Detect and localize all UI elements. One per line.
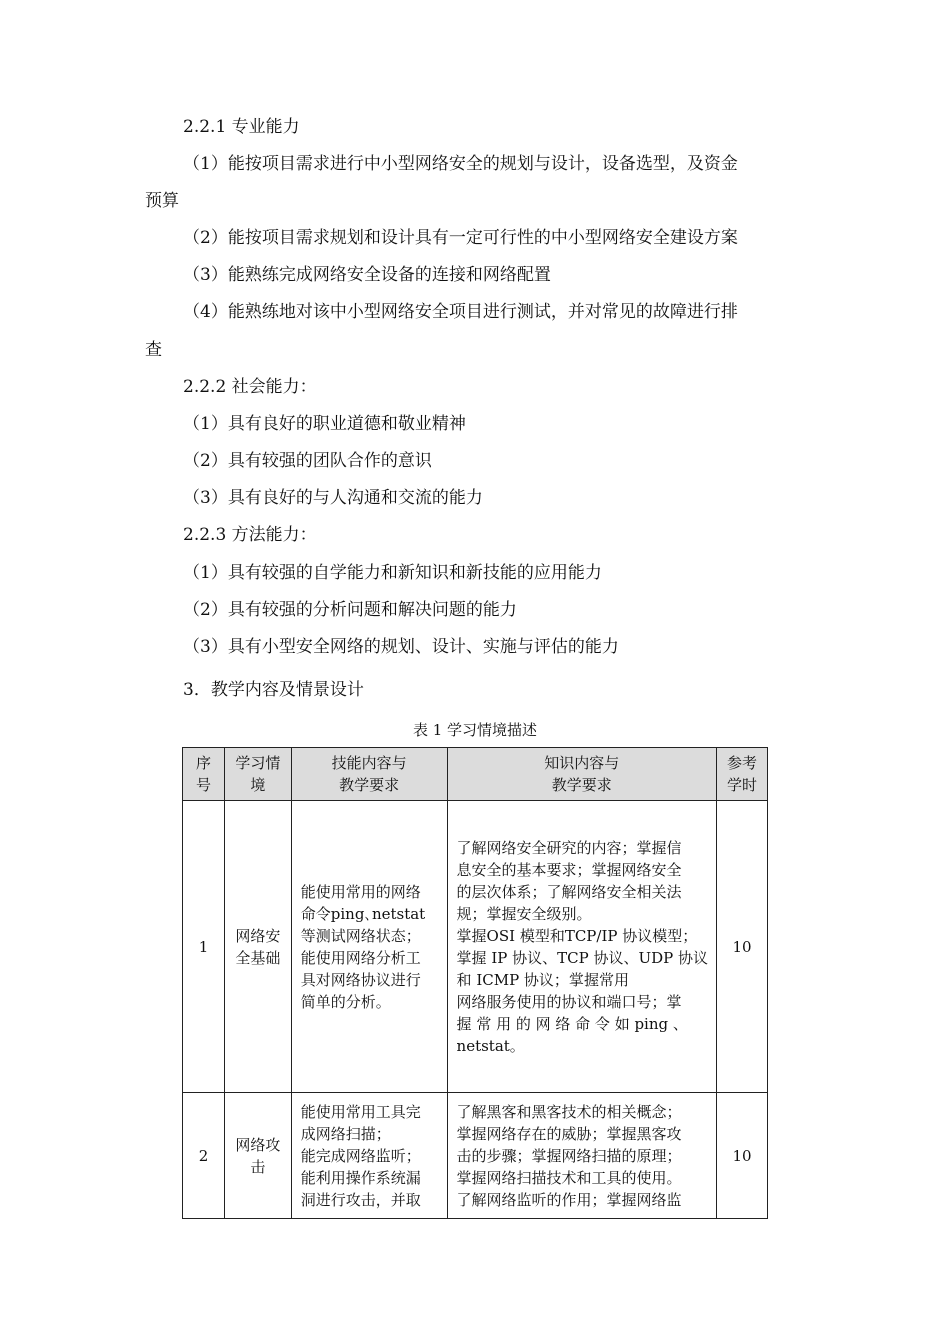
header-knowledge: 知识内容与 教学要求 bbox=[447, 748, 717, 801]
cell-skill: 能使用常用的网络 命令ping､netstat 等测试网络状态； 能使用网络分析工 具对网络协议进行 简单的分析。 bbox=[291, 801, 447, 1093]
header-scene: 学习情 境 bbox=[224, 748, 291, 801]
list-item-continuation: 查 bbox=[145, 340, 162, 360]
cell-seq: 1 bbox=[183, 801, 225, 1093]
cell-skill: 能使用常用工具完 成网络扫描； 能完成网络监听； 能利用操作系统漏 洞进行攻击，并取 bbox=[291, 1093, 447, 1219]
list-item: （1）具有良好的职业道德和敬业精神 bbox=[183, 414, 466, 434]
list-item: （1）具有较强的自学能力和新知识和新技能的应用能力 bbox=[183, 563, 602, 583]
table-row bbox=[183, 1093, 768, 1219]
table-caption: 表 1 学习情境描述 bbox=[412, 721, 538, 739]
table-header-row bbox=[183, 748, 768, 801]
list-item: （2）能按项目需求规划和设计具有一定可行性的中小型网络安全建设方案 bbox=[183, 228, 738, 248]
heading-3: 3．教学内容及情景设计 bbox=[183, 680, 364, 700]
heading-2-2-1: 2.2.1 专业能力 bbox=[183, 117, 300, 137]
list-item: （2）具有较强的分析问题和解决问题的能力 bbox=[183, 600, 517, 620]
cell-seq: 2 bbox=[183, 1093, 225, 1219]
cell-knowledge: 了解黑客和黑客技术的相关概念； 掌握网络存在的威胁；掌握黑客攻 击的步骤；掌握网络扫描的原理； 掌握网络扫描技术和工具的使用。 了解网络监听的作用；掌握网络监 bbox=[447, 1093, 717, 1219]
list-item: （2）具有较强的团队合作的意识 bbox=[183, 451, 432, 471]
header-seq: 序 号 bbox=[183, 748, 225, 801]
list-item: （4）能熟练地对该中小型网络安全项目进行测试，并对常见的故障进行排 bbox=[183, 302, 738, 322]
header-hours: 参考 学时 bbox=[717, 748, 768, 801]
list-item: （1）能按项目需求进行中小型网络安全的规划与设计，设备选型，及资金 bbox=[183, 154, 738, 174]
list-item: （3）具有良好的与人沟通和交流的能力 bbox=[183, 488, 483, 508]
heading-2-2-3: 2.2.3 方法能力： bbox=[183, 525, 317, 545]
cell-scene: 网络安 全基础 bbox=[224, 801, 291, 1093]
cell-knowledge: 了解网络安全研究的内容；掌握信 息安全的基本要求；掌握网络安全 的层次体系；了解网络安全相关法 规；掌握安全级别。 掌握OSI 模型和TCP/IP 协议模型； 掌握 IP 协议、TCP 协议、UDP 协议 和 ICMP 协议；掌握常用 网络服务使用的协议和端口号；掌 握 常 用 的 网 络 命 令 如 ping 、 netstat。 bbox=[447, 801, 717, 1093]
cell-hours: 10 bbox=[717, 1093, 768, 1219]
list-item-continuation: 预算 bbox=[145, 191, 179, 211]
list-item: （3）能熟练完成网络安全设备的连接和网络配置 bbox=[183, 265, 551, 285]
list-item: （3）具有小型安全网络的规划、设计、实施与评估的能力 bbox=[183, 637, 619, 657]
cell-hours: 10 bbox=[717, 801, 768, 1093]
table-row bbox=[183, 801, 768, 1093]
heading-2-2-2: 2.2.2 社会能力： bbox=[183, 377, 317, 397]
learning-situation-table bbox=[182, 747, 768, 1219]
header-skill: 技能内容与 教学要求 bbox=[291, 748, 447, 801]
cell-scene: 网络攻 击 bbox=[224, 1093, 291, 1219]
